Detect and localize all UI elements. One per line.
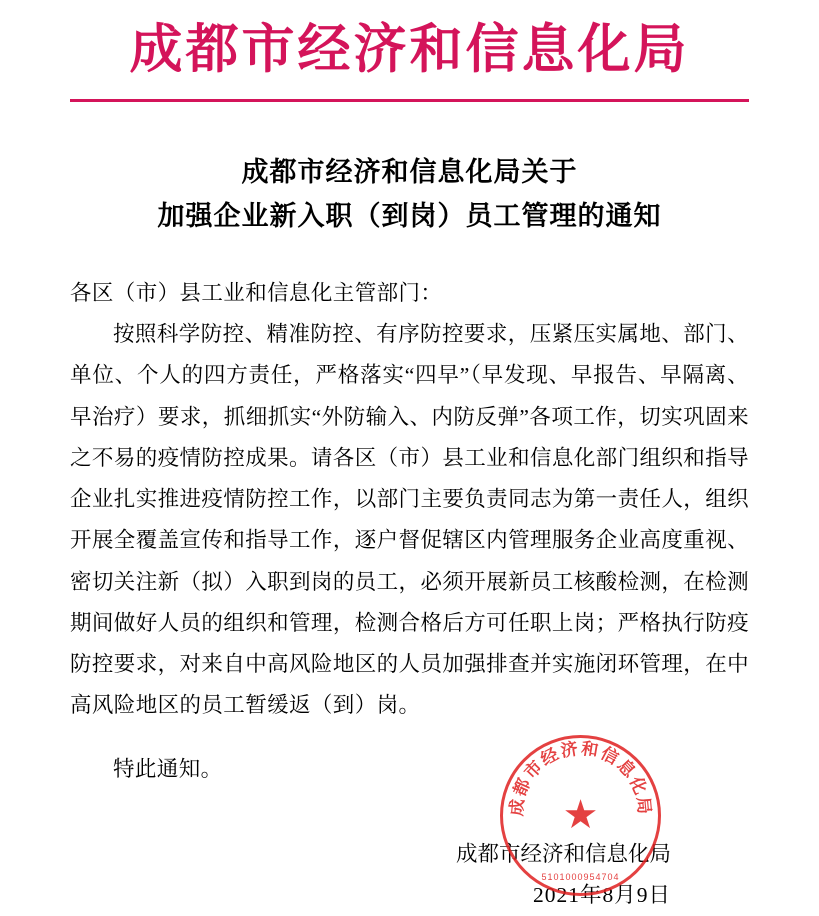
document-title-line-1: 成都市经济和信息化局关于 <box>241 156 578 187</box>
document-title-line-2: 加强企业新入职（到岗）员工管理的通知 <box>157 201 662 232</box>
document-body <box>70 273 749 790</box>
letterhead-divider <box>70 99 749 102</box>
signature-block <box>70 834 749 916</box>
letterhead-org-name: 成都市经济和信息化局 <box>129 21 690 79</box>
closing-line: 特此通知。 <box>113 756 223 781</box>
seal-arc-label: 成都市经济和信息化局 <box>506 738 655 817</box>
body-paragraph-1: 按照科学防控、精准防控、有序防控要求，压紧压实属地、部门、单位、个人的四方责任，严格落实“四早”（早发现、早报告、早隔离、早治疗）要求，抓细抓实“外防输入、内防反弹”各项工作，切实巩固来之不易的疫情防控成果。请各区（市）县工业和信息化部门组织和指导企业扎实推进疫情防控工作，以部门主要负责同志为第一责任人，组织开展全覆盖宣传和指导工作，逐户督促辖区内管理服务企业高度重视、密切关注新（拟）入职到岗的员工，必须开展新员工核酸检测，在检测期间做好人员的组织和管理，检测合格后方可任职上岗；严格执行防疫防控要求，对来自中高风险地区的人员加强排查并实施闭环管理，在中高风险地区的员工暂缓返（到）岗。 <box>70 322 749 718</box>
letterhead <box>70 0 749 102</box>
salutation: 各区（市）县工业和信息化主管部门： <box>70 280 443 305</box>
document-title <box>70 150 749 239</box>
signature-date: 2021年8月9日 <box>532 882 671 907</box>
seal-code: 5101000954704 <box>541 872 620 882</box>
seal-star-icon: ★ <box>562 791 599 837</box>
signature-organization: 成都市经济和信息化局 <box>455 841 671 866</box>
